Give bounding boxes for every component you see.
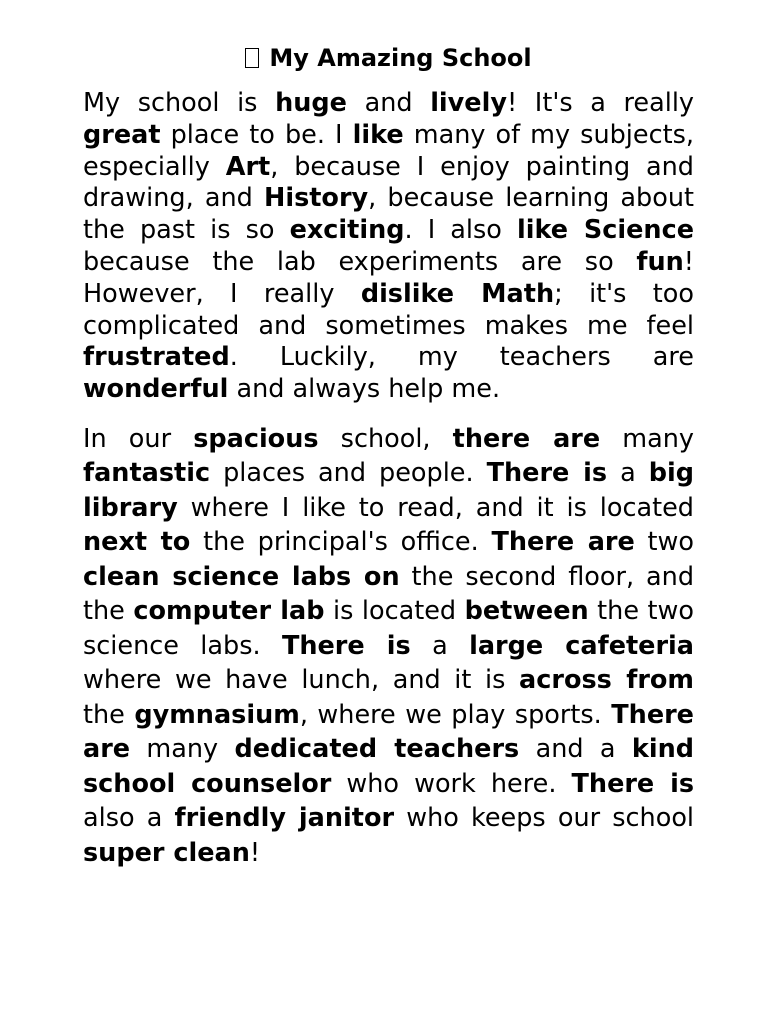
text-run: My school is [83,88,276,118]
text-run: . Luckily, my teachers are [229,342,694,373]
bold-phrase: huge [275,88,347,118]
text-run: the second floor, and the [83,561,695,627]
text-run: the principal's office. [190,527,492,558]
text-run: ! It's a really [506,88,694,118]
text-run: . I also [404,215,517,246]
text-run: where I like to read, and it is located [177,492,694,523]
document-title-text: My Amazing School [269,44,532,72]
bold-phrase: there are [452,423,601,454]
bold-phrase: fun [636,246,684,277]
bold-phrase: exciting [289,215,405,246]
text-run: and [346,88,431,118]
text-run: and a [519,734,632,765]
bold-phrase: Art [225,151,271,182]
text-run: many [600,423,695,454]
text-run: ! However, I really [83,246,694,309]
text-run: and always help me. [228,374,501,405]
bold-phrase: super clean [83,837,250,868]
bold-phrase: between [464,596,589,627]
bold-phrase: fantastic [83,458,211,489]
text-run: where we have lunch, and it is [83,665,520,696]
bold-phrase: big library [83,458,694,523]
bold-phrase: like [352,119,404,150]
text-run: a [607,458,649,489]
bold-phrase: There are [491,527,635,558]
text-run: many [130,734,235,765]
paragraph-places [83,422,694,871]
text-run: In our [83,423,194,454]
text-run: a [410,630,470,661]
bold-phrase: spacious [193,423,319,454]
text-run: also a [83,803,175,834]
text-run: place to be. I [160,119,353,150]
text-run: because the lab experiments are so [83,246,637,277]
bold-phrase: kind school counselor [83,734,694,799]
document-page [83,40,694,870]
text-run: the two science labs. [83,596,694,661]
paragraph-subjects [83,88,694,406]
text-run: , where we play sports. [299,699,612,730]
bold-phrase: dislike Math [360,278,555,309]
bold-phrase: computer lab [133,596,325,627]
bold-phrase: There is [486,458,608,489]
bold-phrase: next to [83,527,191,558]
document-title [83,40,694,76]
text-run: , because I enjoy painting and drawing, and [83,151,694,214]
bold-phrase: gymnasium [134,699,300,730]
text-run: ! [249,837,261,868]
text-run: is located [324,596,465,627]
bold-phrase: dedicated teachers [234,734,520,765]
text-run: two [634,527,695,558]
bold-phrase: wonderful [83,374,229,405]
bold-phrase: History [263,183,369,214]
bold-phrase: There is [571,768,694,799]
text-run: many of my subjects, especially [83,119,694,182]
text-run: ; it's too complicated and sometimes makes me feel [83,278,695,341]
bold-phrase: There is [281,630,411,661]
text-run: school, [318,423,453,454]
bold-phrase: There are [83,699,694,765]
bold-phrase: frustrated [83,342,230,373]
bold-phrase: great [83,119,161,150]
bold-phrase: friendly janitor [174,803,395,834]
bold-phrase: large cafeteria [469,630,695,661]
text-run: places and people. [210,458,487,489]
bold-phrase: clean science labs on [83,561,400,592]
bold-phrase: lively [430,88,507,118]
text-run: the [83,699,135,730]
bold-phrase: like Science [517,215,694,246]
school-icon [245,48,259,68]
bold-phrase: across from [519,665,694,696]
text-run: , because learning about the past is so [83,183,694,246]
text-run: who work here. [331,768,572,799]
text-run: who keeps our school [394,803,694,834]
